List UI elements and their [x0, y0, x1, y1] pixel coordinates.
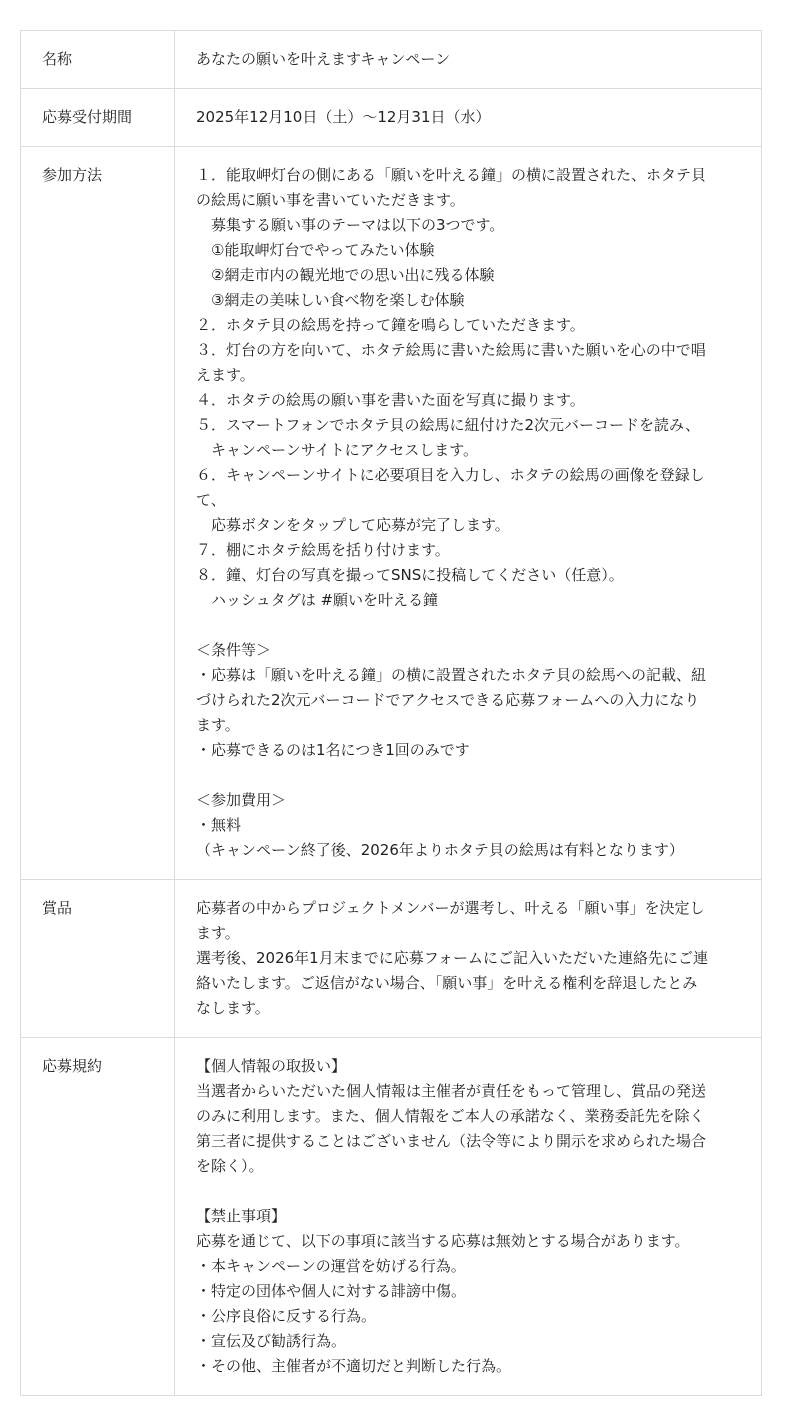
value-line: あなたの願いを叶えますキャンペーン [196, 50, 451, 68]
campaign-info-table [20, 30, 762, 1396]
value-cell [175, 31, 762, 89]
value-line: 選考後、2026年1月末までに応募フォームにご記入いただいた連絡先にご連 [196, 949, 708, 967]
value-line: 第三者に提供することはございません（法令等により開示を求められた場合 [196, 1132, 707, 1150]
value-line: ３．灯台の方を向いて、ホタテ絵馬に書いた絵馬に書いた願いを心の中で唱 [196, 341, 706, 359]
row-value-period [175, 89, 761, 146]
value-line: 応募ボタンをタップして応募が完了します。 [196, 516, 510, 534]
value-line: ２．ホタテ貝の絵馬を持って鐘を鳴らしていただきます。 [196, 316, 585, 334]
row-label-name: 名称 [42, 50, 73, 68]
value-line: のみに利用します。また、個人情報をご本人の承諾なく、業務委託先を除く [196, 1107, 705, 1125]
row-label-period: 応募受付期間 [42, 108, 133, 126]
value-line: 当選者からいただいた個人情報は主催者が責任をもって管理し、賞品の発送 [196, 1082, 707, 1100]
table-row-prize [21, 880, 762, 1038]
row-value-method [175, 147, 761, 879]
value-line: キャンペーンサイトにアクセスします。 [196, 441, 479, 459]
value-line: 応募を通じて、以下の事項に該当する応募は無効とする場合があります。 [196, 1232, 690, 1250]
value-line: を除く）。 [196, 1157, 264, 1175]
value-line: ②網走市内の観光地での思い出に残る体験 [196, 266, 495, 284]
value-line [196, 763, 741, 788]
table-row-terms [21, 1038, 762, 1396]
value-cell [175, 1038, 762, 1396]
row-value-name [175, 31, 761, 88]
value-line: 応募者の中からプロジェクトメンバーが選考し、叶える「願い事」を決定し [196, 899, 705, 917]
row-label-method: 参加方法 [42, 166, 103, 184]
value-line: ます。 [196, 716, 240, 734]
row-label-prize: 賞品 [42, 899, 73, 917]
value-line: ハッシュタグは #願いを叶える鐘 [196, 591, 439, 609]
table-row-method [21, 147, 762, 880]
table-row-period [21, 89, 762, 147]
value-line: づけられた2次元バーコードでアクセスできる応募フォームへの入力になり [196, 691, 700, 709]
table-row-name [21, 31, 762, 89]
value-line [196, 613, 741, 638]
label-cell [21, 147, 175, 880]
value-line: 【個人情報の取扱い】 [196, 1057, 347, 1075]
value-line: ・応募できるのは1名につき1回のみです [196, 741, 470, 759]
value-line: の絵馬に願い事を書いていただきます。 [196, 191, 465, 209]
value-line: ６．キャンペーンサイトに必要項目を入力し、ホタテの絵馬の画像を登録し [196, 466, 705, 484]
label-cell [21, 31, 175, 89]
value-cell [175, 147, 762, 880]
value-line: ・特定の団体や個人に対する誹謗中傷。 [196, 1282, 467, 1300]
value-line: 絡いたします。ご返信がない場合、「願い事」を叶える権利を辞退したとみ [196, 974, 698, 992]
value-line: えます。 [196, 366, 255, 384]
value-line: て、 [196, 491, 226, 509]
row-value-terms [175, 1038, 761, 1395]
value-line: 募集する願い事のテーマは以下の3つです。 [196, 216, 505, 234]
value-line: なします。 [196, 999, 270, 1017]
value-line: ・公序良俗に反する行為。 [196, 1307, 377, 1325]
value-line: ③網走の美味しい食べ物を楽しむ体験 [196, 291, 465, 309]
row-label-terms: 応募規約 [42, 1057, 103, 1075]
table-body [21, 31, 762, 1396]
value-line: ・無料 [196, 816, 242, 834]
label-cell [21, 89, 175, 147]
value-line: 2025年12月10日（土）～12月31日（水） [196, 108, 491, 126]
value-line: ４．ホタテの絵馬の願い事を書いた面を写真に撮ります。 [196, 391, 585, 409]
value-line: 【禁止事項】 [196, 1207, 287, 1225]
value-line: ・その他、主催者が不適切だと判断した行為。 [196, 1357, 512, 1375]
value-line: １．能取岬灯台の側にある「願いを叶える鐘」の横に設置された、ホタテ貝 [196, 166, 707, 184]
value-line: ＜条件等＞ [196, 641, 272, 659]
value-cell [175, 89, 762, 147]
value-line: ます。 [196, 924, 240, 942]
label-cell [21, 880, 175, 1038]
label-cell [21, 1038, 175, 1396]
value-line: ・応募は「願いを叶える鐘」の横に設置されたホタテ貝の絵馬への記載、紐 [196, 666, 707, 684]
value-line: ＜参加費用＞ [196, 791, 287, 809]
value-cell [175, 880, 762, 1038]
value-line: ・宣伝及び勧誘行為。 [196, 1332, 347, 1350]
value-line: ７．棚にホタテ絵馬を括り付けます。 [196, 541, 450, 559]
value-line [196, 1179, 741, 1204]
row-value-prize [175, 880, 761, 1037]
value-line: ５．スマートフォンでホタテ貝の絵馬に紐付けた2次元バーコードを読み、 [196, 416, 700, 434]
value-line: ①能取岬灯台でやってみたい体験 [196, 241, 435, 259]
value-line: ・本キャンペーンの運営を妨げる行為。 [196, 1257, 466, 1275]
value-line: ８．鐘、灯台の写真を撮ってSNSに投稿してください（任意）。 [196, 566, 624, 584]
value-line: （キャンペーン終了後、2026年よりホタテ貝の絵馬は有料となります） [196, 841, 684, 859]
